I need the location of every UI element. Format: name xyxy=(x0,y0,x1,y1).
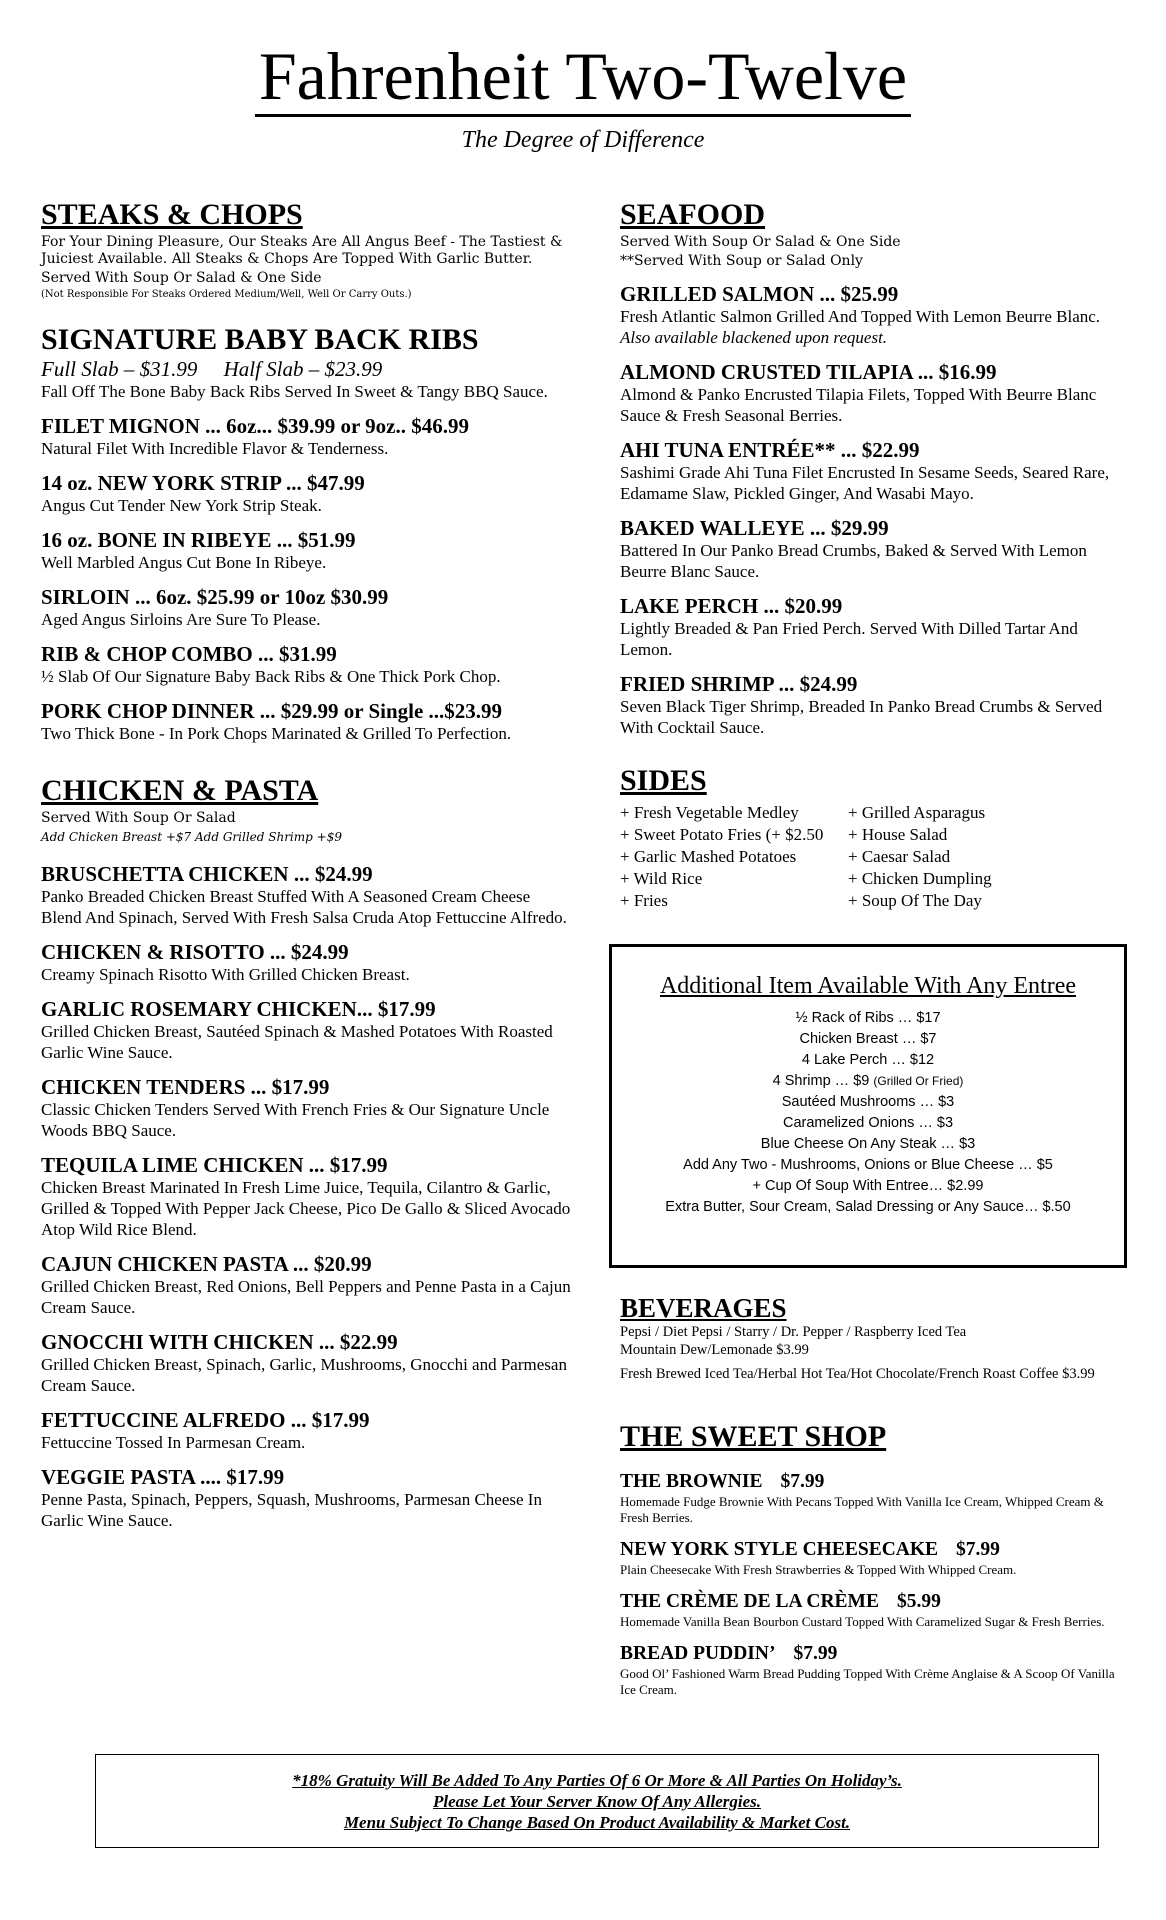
item-name: PORK CHOP DINNER ... $29.99 or Single ...$23.99 xyxy=(41,699,503,723)
addon-line: + Cup Of Soup With Entree… $2.99 xyxy=(752,1178,984,1194)
side-item: + Sweet Potato Fries (+ $2.50 xyxy=(620,825,824,844)
item-desc: Grilled Chicken Breast, Spinach, Garlic, Mushrooms, Gnocchi and Parmesan Cream Sauce. xyxy=(41,1355,567,1395)
side-item: + Fresh Vegetable Medley xyxy=(620,803,799,822)
item-desc: Classic Chicken Tenders Served With French Fries & Our Signature Uncle Woods BBQ Sauce. xyxy=(41,1100,550,1140)
addon-line: Chicken Breast … $7 xyxy=(799,1031,937,1047)
item-name: FRIED SHRIMP ... $24.99 xyxy=(620,672,858,696)
menu-item xyxy=(41,414,571,459)
item-desc: Creamy Spinach Risotto With Grilled Chicken Breast. xyxy=(41,965,410,984)
addon-shrimp-note: (Grilled Or Fried) xyxy=(873,1074,964,1088)
section-title-seafood: SEAFOOD xyxy=(620,198,766,231)
menu-item xyxy=(41,1153,571,1240)
item-desc: Grilled Chicken Breast, Red Onions, Bell Peppers and Penne Pasta in a Cajun Cream Sauce. xyxy=(41,1277,571,1317)
dessert-title: THE BROWNIE xyxy=(620,1471,763,1492)
section-title-chicken-pasta: CHICKEN & PASTA xyxy=(41,774,319,807)
side-item: + Soup Of The Day xyxy=(848,891,982,910)
item-name: RIB & CHOP COMBO ... $31.99 xyxy=(41,642,337,666)
dessert-name xyxy=(620,1538,1130,1562)
steaks-note: For Your Dining Pleasure, Our Steaks Are All Angus Beef - The Tastiest & Juiciest Available. All Steaks & Chops Are Topped With Garlic Butter. xyxy=(41,234,563,267)
menu-item xyxy=(41,471,571,516)
item-desc: Penne Pasta, Spinach, Peppers, Squash, Mushrooms, Parmesan Cheese In Garlic Wine Sauce. xyxy=(41,1490,542,1530)
dessert-desc: Homemade Fudge Brownie With Pecans Topped With Vanilla Ice Cream, Whipped Cream & Fresh Berries. xyxy=(620,1494,1104,1525)
addon-line: ½ Rack of Ribs … $17 xyxy=(795,1010,941,1026)
chicken-pasta-section xyxy=(41,774,571,1531)
section-title-steaks: STEAKS & CHOPS xyxy=(41,198,303,231)
dessert-title: BREAD PUDDIN’ xyxy=(620,1643,776,1664)
dessert-desc: Homemade Vanilla Bean Bourbon Custard Topped With Caramelized Sugar & Fresh Berries. xyxy=(620,1614,1105,1629)
addon-line: Caramelized Onions … $3 xyxy=(782,1115,954,1131)
menu-header xyxy=(0,38,1166,154)
item-desc: Angus Cut Tender New York Strip Steak. xyxy=(41,496,322,515)
item-name: CHICKEN TENDERS ... $17.99 xyxy=(41,1075,330,1099)
item-desc: Two Thick Bone - In Pork Chops Marinated & Grilled To Perfection. xyxy=(41,724,512,743)
right-column xyxy=(620,198,1130,912)
menu-item xyxy=(41,1465,571,1531)
seafood-served-note: Served With Soup Or Salad & One Side xyxy=(620,234,901,250)
seafood-asterisk-note: **Served With Soup or Salad Only xyxy=(620,253,863,269)
item-name: BRUSCHETTA CHICKEN ... $24.99 xyxy=(41,862,373,886)
seafood-section xyxy=(620,198,1130,738)
item-name: GNOCCHI WITH CHICKEN ... $22.99 xyxy=(41,1330,398,1354)
ribs-title: SIGNATURE BABY BACK RIBS xyxy=(41,323,479,356)
ribs-desc: Fall Off The Bone Baby Back Ribs Served In Sweet & Tangy BBQ Sauce. xyxy=(41,382,548,401)
item-name: FILET MIGNON ... 6oz... $39.99 or 9oz.. $46.99 xyxy=(41,414,469,438)
side-item: + Wild Rice xyxy=(620,869,703,888)
beverage-line: Pepsi / Diet Pepsi / Starry / Dr. Pepper / Raspberry Iced Tea xyxy=(620,1324,967,1340)
item-name: BAKED WALLEYE ... $29.99 xyxy=(620,516,889,540)
beverage-line: Fresh Brewed Iced Tea/Herbal Hot Tea/Hot Chocolate/French Roast Coffee $3.99 xyxy=(620,1366,1095,1382)
item-desc: Fettuccine Tossed In Parmesan Cream. xyxy=(41,1433,306,1452)
dessert-item xyxy=(620,1590,1130,1630)
menu-item xyxy=(41,1075,571,1141)
menu-item xyxy=(620,516,1130,582)
item-desc: Panko Breaded Chicken Breast Stuffed With A Seasoned Cream Cheese Blend And Spinach, Served With Fresh Salsa Cruda Atop Fettuccine Alfredo. xyxy=(41,887,567,927)
restaurant-title: Fahrenheit Two-Twelve xyxy=(255,38,911,117)
beverage-line: Mountain Dew/Lemonade $3.99 xyxy=(620,1342,809,1358)
dessert-item xyxy=(620,1470,1130,1526)
item-desc: Chicken Breast Marinated In Fresh Lime Juice, Tequila, Cilantro & Garlic, Grilled & Topped With Pepper Jack Cheese, Pico De Gallo & Sliced Avocado Atop Wild Rice Blend. xyxy=(41,1178,571,1239)
item-desc-text: Fresh Atlantic Salmon Grilled And Topped With Lemon Beurre Blanc. xyxy=(620,307,1101,326)
addon-line xyxy=(612,1071,1124,1092)
sides-list xyxy=(620,802,1130,912)
item-desc: Lightly Breaded & Pan Fried Perch. Served With Dilled Tartar And Lemon. xyxy=(620,619,1078,659)
dessert-desc: Good Ol’ Fashioned Warm Bread Pudding Topped With Crème Anglaise & A Scoop Of Vanilla Ice Cream. xyxy=(620,1666,1115,1697)
item-desc: Almond & Panko Encrusted Tilapia Filets, Topped With Beurre Blanc Sauce & Fresh Seasonal Berries. xyxy=(620,385,1097,425)
menu-change-notice: Menu Subject To Change Based On Product Availability & Market Cost. xyxy=(343,1813,851,1832)
section-title-beverages: BEVERAGES xyxy=(620,1293,787,1323)
item-name: LAKE PERCH ... $20.99 xyxy=(620,594,843,618)
restaurant-tagline: The Degree of Difference xyxy=(461,127,705,153)
item-desc: Well Marbled Angus Cut Bone In Ribeye. xyxy=(41,553,327,572)
side-item: + Grilled Asparagus xyxy=(848,803,986,822)
side-item: + Fries xyxy=(620,891,668,910)
item-name: 16 oz. BONE IN RIBEYE ... $51.99 xyxy=(41,528,356,552)
steaks-disclaimer: (Not Responsible For Steaks Ordered Medium/Well, Well Or Carry Outs.) xyxy=(41,289,412,300)
dessert-price: $7.99 xyxy=(793,1643,838,1664)
item-name: FETTUCCINE ALFREDO ... $17.99 xyxy=(41,1408,370,1432)
menu-item xyxy=(620,672,1130,738)
dessert-item xyxy=(620,1642,1130,1698)
additional-items-box xyxy=(609,944,1127,1268)
addon-line: 4 Lake Perch … $12 xyxy=(801,1052,935,1068)
menu-item xyxy=(41,997,571,1063)
addon-line: Blue Cheese On Any Steak … $3 xyxy=(760,1136,976,1152)
dessert-title: THE CRÈME DE LA CRÈME xyxy=(620,1591,879,1612)
item-name: CHICKEN & RISOTTO ... $24.99 xyxy=(41,940,349,964)
item-desc: Seven Black Tiger Shrimp, Breaded In Panko Bread Crumbs & Served With Cocktail Sauce. xyxy=(620,697,1103,737)
item-name: 14 oz. NEW YORK STRIP ... $47.99 xyxy=(41,471,365,495)
sides-section xyxy=(620,764,1130,912)
menu-item xyxy=(41,1408,571,1453)
dessert-item xyxy=(620,1538,1130,1578)
dessert-price: $7.99 xyxy=(956,1539,1000,1560)
dessert-price: $5.99 xyxy=(896,1591,941,1612)
menu-item xyxy=(41,699,571,744)
addon-line: Extra Butter, Sour Cream, Salad Dressing or Any Sauce… $.50 xyxy=(665,1199,1071,1215)
side-item: + Caesar Salad xyxy=(848,847,951,866)
item-desc: ½ Slab Of Our Signature Baby Back Ribs & One Thick Pork Chop. xyxy=(41,667,501,686)
item-desc xyxy=(620,306,1130,348)
menu-item xyxy=(41,642,571,687)
ribs-prices: Full Slab – $31.99 Half Slab – $23.99 xyxy=(41,357,383,381)
side-item: + House Salad xyxy=(848,825,948,844)
addon-line: Add Any Two - Mushrooms, Onions or Blue Cheese … $5 xyxy=(683,1157,1053,1173)
item-name: SIRLOIN ... 6oz. $25.99 or 10oz $30.99 xyxy=(41,585,389,609)
dessert-price: $7.99 xyxy=(780,1471,825,1492)
menu-item xyxy=(41,1330,571,1396)
item-name: VEGGIE PASTA .... $17.99 xyxy=(41,1465,285,1489)
item-name: GRILLED SALMON ... $25.99 xyxy=(620,282,899,306)
steaks-served-note: Served With Soup Or Salad & One Side xyxy=(41,270,322,286)
item-name: CAJUN CHICKEN PASTA ... $20.99 xyxy=(41,1252,372,1276)
footer-notice-box xyxy=(95,1754,1099,1848)
beverages-section xyxy=(620,1293,1130,1383)
dessert-name xyxy=(620,1590,1130,1614)
item-desc: Natural Filet With Incredible Flavor & Tenderness. xyxy=(41,439,389,458)
dessert-desc: Plain Cheesecake With Fresh Strawberries & Topped With Whipped Cream. xyxy=(620,1562,1017,1577)
menu-item xyxy=(41,528,571,573)
item-desc-italic: Also available blackened upon request. xyxy=(620,328,888,347)
item-desc: Aged Angus Sirloins Are Sure To Please. xyxy=(41,610,321,629)
item-desc: Sashimi Grade Ahi Tuna Filet Encrusted In Sesame Seeds, Seared Rare, Edamame Slaw, Pickled Ginger, And Wasabi Mayo. xyxy=(620,463,1110,503)
section-title-sweet-shop: THE SWEET SHOP xyxy=(620,1420,887,1453)
item-name: ALMOND CRUSTED TILAPIA ... $16.99 xyxy=(620,360,997,384)
menu-item xyxy=(41,585,571,630)
chicken-add-note: Add Chicken Breast +$7 Add Grilled Shrimp +$9 xyxy=(41,830,342,844)
dessert-name xyxy=(620,1470,1130,1494)
chicken-served-note: Served With Soup Or Salad xyxy=(41,810,236,826)
dessert-name xyxy=(620,1642,1130,1666)
gratuity-notice: *18% Gratuity Will Be Added To Any Parties Of 6 Or More & All Parties On Holiday’s. xyxy=(292,1771,902,1790)
menu-item xyxy=(620,438,1130,504)
left-column xyxy=(41,198,571,1531)
allergy-notice: Please Let Your Server Know Of Any Allergies. xyxy=(432,1792,762,1811)
menu-item xyxy=(620,282,1130,348)
menu-item xyxy=(620,594,1130,660)
item-desc: Grilled Chicken Breast, Sautéed Spinach & Mashed Potatoes With Roasted Garlic Wine Sauce. xyxy=(41,1022,553,1062)
additional-items-title: Additional Item Available With Any Entree xyxy=(659,973,1077,999)
item-name: AHI TUNA ENTRÉE** ... $22.99 xyxy=(620,438,920,462)
item-name: GARLIC ROSEMARY CHICKEN... $17.99 xyxy=(41,997,436,1021)
addon-line: Sautéed Mushrooms … $3 xyxy=(781,1094,955,1110)
menu-item xyxy=(41,862,571,928)
side-item: + Garlic Mashed Potatoes xyxy=(620,847,797,866)
item-desc: Battered In Our Panko Bread Crumbs, Baked & Served With Lemon Beurre Blanc Sauce. xyxy=(620,541,1087,581)
side-item: + Chicken Dumpling xyxy=(848,869,992,888)
dessert-title: NEW YORK STYLE CHEESECAKE xyxy=(620,1539,939,1560)
sweet-shop-section xyxy=(620,1420,1130,1698)
menu-item xyxy=(41,940,571,985)
menu-item xyxy=(41,1252,571,1318)
section-title-sides: SIDES xyxy=(620,764,707,797)
menu-item xyxy=(620,360,1130,426)
addon-shrimp: 4 Shrimp … $9 xyxy=(772,1073,870,1089)
steaks-section xyxy=(41,198,571,744)
item-name: TEQUILA LIME CHICKEN ... $17.99 xyxy=(41,1153,388,1177)
